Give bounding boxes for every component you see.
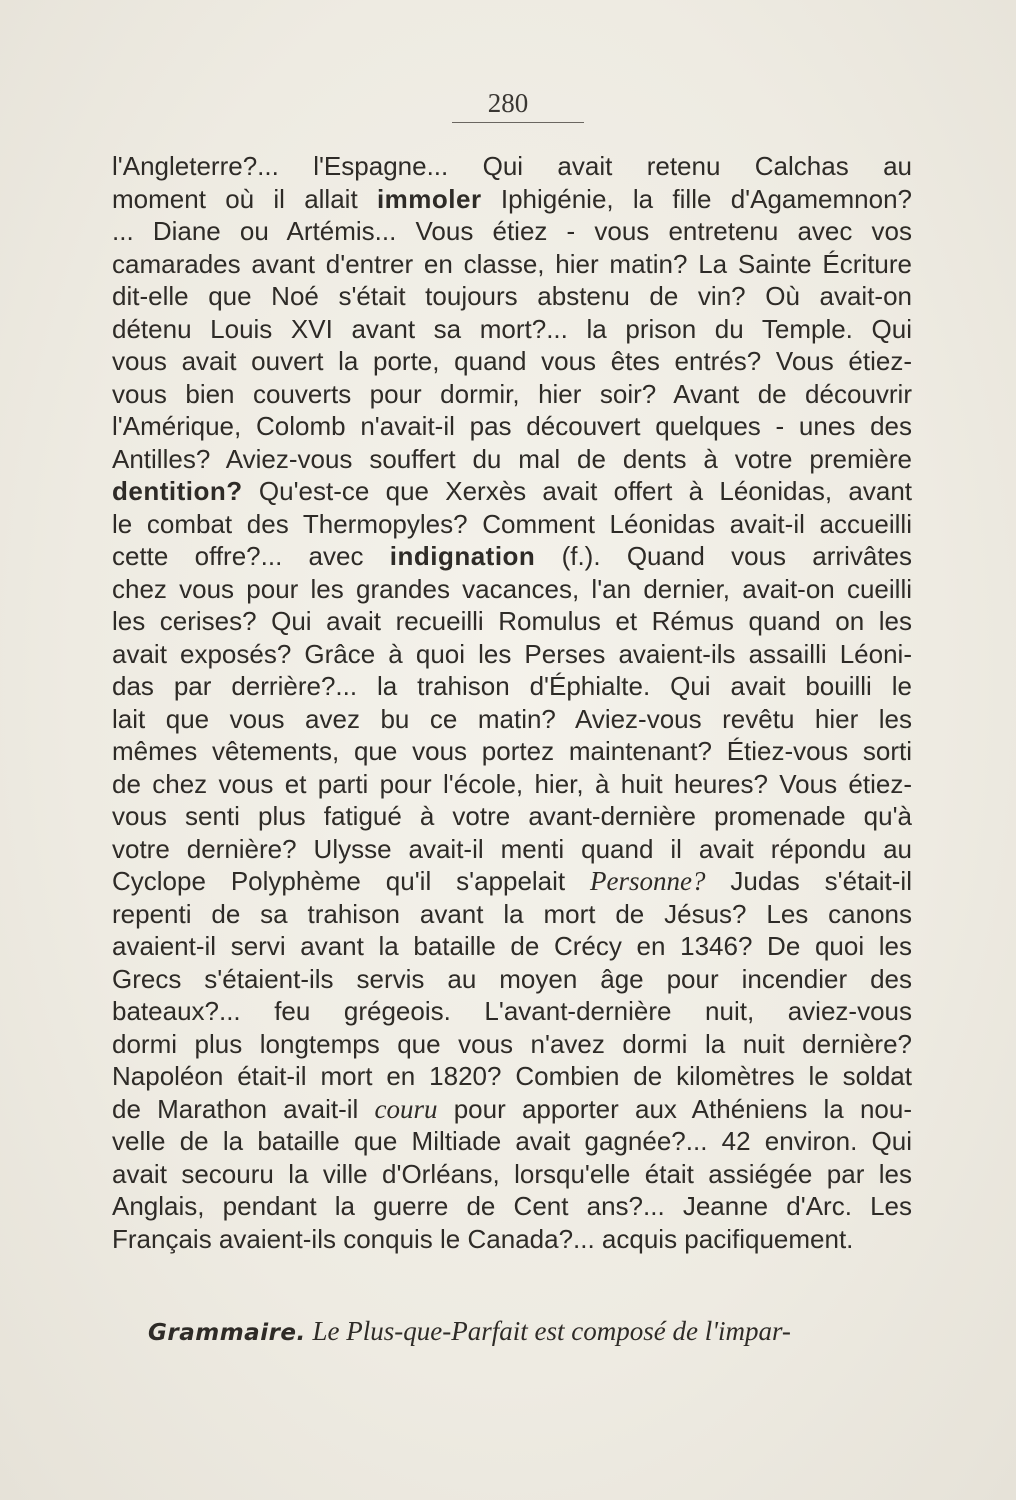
text-line: velle de la bataille que Miltiade avait gagnée?... 42 environ. Qui: [112, 1126, 912, 1156]
text-line: camarades avant d'entrer en classe, hier matin? La Sainte Écriture: [112, 248, 912, 279]
bold-term: indignation: [389, 541, 536, 571]
text-line: avait exposés? Grâce à quoi les Perses avaient-ils assailli Léoni-: [112, 638, 912, 669]
grammar-text: Le Plus-que-Parfait est composé de l'impar-: [312, 1316, 791, 1346]
text-line: moment où il allait immoler Iphigénie, la fille d'Agamemnon?: [112, 183, 912, 214]
text-line: détenu Louis XVI avant sa mort?... la prison du Temple. Qui: [112, 313, 912, 344]
text-line: vous bien couverts pour dormir, hier soir? Avant de découvrir: [112, 378, 912, 409]
text-line: vous avait ouvert la porte, quand vous êtes entrés? Vous étiez-: [112, 346, 912, 376]
text-line: le combat des Thermopyles? Comment Léonidas avait-il accueilli: [112, 508, 912, 539]
text-line: dentition? Qu'est-ce que Xerxès avait offert à Léonidas, avant: [112, 476, 912, 506]
text-line: das par derrière?... la trahison d'Éphialte. Qui avait bouilli le: [112, 671, 912, 701]
text-line: avait secouru la ville d'Orléans, lorsqu'elle était assiégée par les: [112, 1158, 912, 1189]
text-line: dit-elle que Noé s'était toujours abstenu de vin? Où avait-on: [112, 281, 912, 311]
italic-term: couru: [374, 1093, 438, 1124]
text-line: l'Amérique, Colomb n'avait-il pas découvert quelques - unes des: [112, 411, 912, 441]
text-line: repenti de sa trahison avant la mort de Jésus? Les canons: [112, 898, 912, 929]
header-rule: [452, 122, 584, 123]
text-line: dormi plus longtemps que vous n'avez dormi la nuit dernière?: [112, 1028, 912, 1059]
body-text: [112, 150, 912, 1255]
text-line: les cerises? Qui avait recueilli Romulus et Rémus quand on les: [112, 606, 912, 636]
text-line: votre dernière? Ulysse avait-il menti quand il avait répondu au: [112, 833, 912, 864]
text-line: Napoléon était-il mort en 1820? Combien de kilomètres le soldat: [112, 1061, 912, 1091]
page-number: 280: [487, 88, 529, 118]
text-line: chez vous pour les grandes vacances, l'an dernier, avait-on cueilli: [112, 573, 912, 604]
text-line: Français avaient-ils conquis le Canada?... acquis pacifiquement.: [112, 1223, 854, 1254]
text-line: mêmes vêtements, que vous portez maintenant? Étiez-vous sorti: [112, 736, 912, 766]
text-line: Antilles? Aviez-vous souffert du mal de dents à votre première: [112, 443, 912, 474]
text-line: Cyclope Polyphème qu'il s'appelait Personne? Judas s'était-il: [112, 866, 912, 896]
grammar-paragraph: [148, 1316, 912, 1347]
text-line: cette offre?... avec indignation (f.). Quand vous arrivâtes: [112, 541, 912, 571]
grammar-heading: Grammaire.: [148, 1320, 306, 1346]
text-line: l'Angleterre?... l'Espagne... Qui avait retenu Calchas au: [112, 151, 912, 181]
text-line: vous senti plus fatigué à votre avant-dernière promenade qu'à: [112, 801, 912, 831]
text-line: Anglais, pendant la guerre de Cent ans?... Jeanne d'Arc. Les: [112, 1191, 912, 1221]
text-line: bateaux?... feu grégeois. L'avant-dernière nuit, aviez-vous: [112, 996, 912, 1026]
text-line: Grecs s'étaient-ils servis au moyen âge pour incendier des: [112, 963, 912, 994]
text-line: lait que vous avez bu ce matin? Aviez-vous revêtu hier les: [112, 703, 912, 734]
text-line: avaient-il servi avant la bataille de Crécy en 1346? De quoi les: [112, 931, 912, 961]
text-line: de Marathon avait-il couru pour apporter aux Athéniens la nou-: [112, 1093, 912, 1124]
bold-term: immoler: [376, 183, 482, 214]
italic-term: Personne?: [590, 866, 706, 896]
text-line: de chez vous et parti pour l'école, hier, à huit heures? Vous étiez-: [112, 768, 912, 799]
bold-term: dentition?: [112, 476, 243, 506]
text-line: ... Diane ou Artémis... Vous étiez - vous entretenu avec vos: [112, 216, 912, 246]
